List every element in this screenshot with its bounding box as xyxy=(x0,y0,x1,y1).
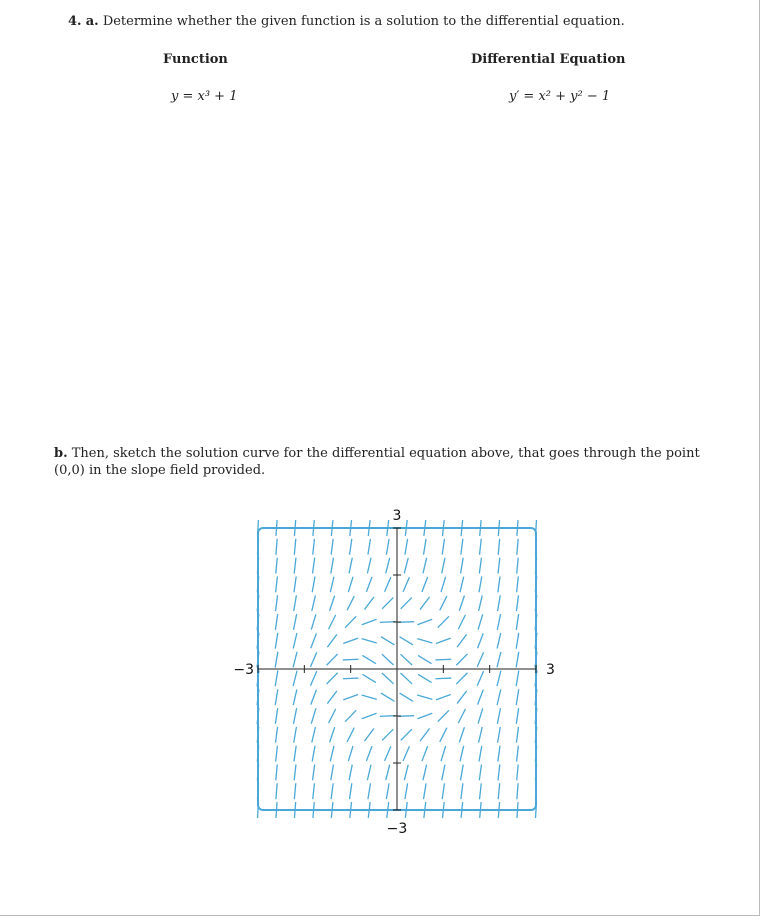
slope-segment xyxy=(457,634,467,647)
slope-segment xyxy=(382,654,394,665)
question-b xyxy=(54,445,714,479)
slope-segment xyxy=(458,615,465,629)
slope-segment xyxy=(498,802,499,818)
slope-segment xyxy=(517,746,519,762)
slope-segment xyxy=(343,678,359,679)
slope-segment xyxy=(440,596,447,610)
slope-segment xyxy=(536,520,537,536)
slope-segment xyxy=(461,520,463,536)
slope-segment xyxy=(516,595,518,611)
slope-segment xyxy=(420,728,430,741)
slope-segment xyxy=(276,783,277,799)
slope-segment xyxy=(327,673,338,684)
slope-segment xyxy=(381,693,395,701)
slope-segment xyxy=(364,597,374,610)
slope-segment xyxy=(294,783,295,799)
slope-segment xyxy=(293,689,297,705)
slope-segment xyxy=(403,746,409,761)
slope-segment xyxy=(401,598,412,609)
slope-segment xyxy=(516,633,519,649)
slope-segment xyxy=(422,746,428,761)
slope-segment xyxy=(331,558,334,574)
slope-segment xyxy=(362,674,376,682)
axes xyxy=(258,528,536,810)
y-min-label: −3 xyxy=(386,821,408,837)
slope-segment xyxy=(442,783,444,799)
slope-segment xyxy=(418,674,432,682)
slope-segment xyxy=(327,691,337,704)
slope-segment xyxy=(386,765,390,780)
slope-segment xyxy=(343,694,358,699)
slope-segment xyxy=(424,783,427,799)
slope-segment xyxy=(293,671,297,686)
slope-segment xyxy=(294,764,296,780)
slope-segment xyxy=(440,728,447,742)
slope-segment xyxy=(329,615,336,629)
slope-segment xyxy=(312,595,316,611)
question-number: 4. xyxy=(68,14,82,29)
slope-segment xyxy=(329,709,336,723)
slope-segment xyxy=(276,576,278,592)
slope-segment xyxy=(516,689,519,705)
slope-segment xyxy=(517,802,518,818)
slope-segment xyxy=(516,708,518,724)
slope-segment xyxy=(275,671,278,687)
slope-segment xyxy=(310,671,316,686)
slope-segment xyxy=(276,520,277,536)
slope-segment xyxy=(385,577,391,592)
slope-segment xyxy=(386,558,390,573)
slope-segment xyxy=(367,558,371,574)
slope-segment xyxy=(400,693,414,701)
slope-segment xyxy=(456,673,467,684)
slope-segment xyxy=(479,558,481,574)
slope-segment xyxy=(459,596,464,611)
slope-segment xyxy=(423,765,427,781)
slope-segment xyxy=(294,576,296,592)
slope-segment xyxy=(366,577,372,592)
slope-segment xyxy=(311,633,317,648)
slope-segment xyxy=(386,783,389,799)
slope-segment xyxy=(276,558,277,574)
slope-segment xyxy=(293,652,297,667)
slope-segment xyxy=(381,637,395,645)
slope-segment xyxy=(312,746,315,762)
slope-segment xyxy=(362,619,377,624)
slope-segment xyxy=(330,746,334,762)
slope-segment xyxy=(276,746,278,762)
slope-segment xyxy=(276,539,277,555)
slope-segment xyxy=(438,616,449,627)
slope-segment xyxy=(479,746,482,762)
slope-segment xyxy=(479,577,482,593)
slope-segment xyxy=(417,639,432,643)
slope-segment xyxy=(498,727,501,743)
slope-segment xyxy=(348,746,353,761)
differential-equation-expression: y′ = x² + y² − 1 xyxy=(509,89,611,104)
part-b-prompt: Then, sketch the solution curve for the differential equation above, that goes through the point (0,0) in the slope field provided. xyxy=(54,446,700,478)
slope-segment xyxy=(331,783,333,799)
slope-segment xyxy=(477,652,483,667)
slope-segment xyxy=(294,520,295,536)
slope-segment xyxy=(347,596,354,610)
slope-segment xyxy=(480,783,482,799)
slope-segment xyxy=(293,614,296,630)
slope-segment xyxy=(404,765,408,780)
slope-segment xyxy=(461,783,463,799)
slope-segment xyxy=(405,539,408,555)
slope-segment xyxy=(276,764,277,780)
slope-segment xyxy=(457,691,467,704)
slope-segment xyxy=(362,639,377,643)
slope-segment xyxy=(331,765,334,781)
slope-segment xyxy=(368,783,371,799)
slope-segment xyxy=(479,764,481,780)
slope-segment xyxy=(460,746,464,762)
slope-segment xyxy=(442,520,444,536)
slope-segment xyxy=(441,577,446,592)
slope-segment xyxy=(275,614,277,630)
slope-segment xyxy=(294,727,297,743)
slope-segment xyxy=(517,539,518,555)
slope-segment xyxy=(477,671,483,686)
slope-segment xyxy=(331,539,333,555)
slope-segment xyxy=(382,729,393,740)
slope-segment xyxy=(275,633,278,649)
slope-segment xyxy=(294,595,297,611)
slope-segment xyxy=(458,709,465,723)
slope-segment xyxy=(441,746,446,761)
slope-segment xyxy=(313,802,314,818)
slope-segment xyxy=(498,783,499,799)
slope-segment xyxy=(362,655,376,663)
slope-segment xyxy=(313,520,314,536)
part-a-prompt: Determine whether the given function is a solution to the differential equation. xyxy=(102,14,625,29)
slope-segment xyxy=(435,659,451,660)
slope-segment xyxy=(438,710,449,721)
slope-segment xyxy=(330,596,335,611)
slope-segment xyxy=(517,764,518,780)
slope-segment xyxy=(497,652,501,667)
slope-segment xyxy=(498,558,500,574)
slope-segment xyxy=(420,597,430,610)
slope-segment xyxy=(480,802,481,818)
slope-segment xyxy=(385,746,391,761)
slope-segment xyxy=(294,539,295,555)
slope-segment xyxy=(479,727,483,743)
slope-segment xyxy=(350,520,352,536)
slope-segment xyxy=(461,802,463,818)
slope-segment xyxy=(478,708,483,723)
slope-segment xyxy=(331,520,333,536)
question-a xyxy=(68,14,625,29)
slope-segment xyxy=(422,577,428,592)
slope-segment xyxy=(478,633,484,648)
slope-segment xyxy=(345,710,356,721)
slope-segment xyxy=(331,802,333,818)
slope-segment xyxy=(498,576,500,592)
slope-segment xyxy=(442,765,445,781)
slope-segment xyxy=(349,558,352,574)
part-b-label: b. xyxy=(54,446,68,461)
slope-segment xyxy=(276,595,278,611)
slope-segment xyxy=(536,802,537,818)
slope-segment xyxy=(435,678,451,679)
slope-segment xyxy=(310,652,316,667)
slope-segment xyxy=(276,727,278,743)
slope-segment xyxy=(293,633,297,649)
slope-segment xyxy=(362,695,377,699)
slope-segment xyxy=(382,673,394,684)
slope-segment xyxy=(442,558,445,574)
slope-segment xyxy=(350,539,352,555)
slope-segment xyxy=(517,783,518,799)
slope-segment xyxy=(480,520,481,536)
slope-segment xyxy=(417,713,432,718)
slope-segment xyxy=(478,614,483,629)
function-expression: y = x³ + 1 xyxy=(171,89,238,104)
slope-segment xyxy=(479,595,483,611)
slope-segment xyxy=(348,577,353,592)
slope-segment xyxy=(516,727,518,743)
slope-segment xyxy=(424,539,427,555)
slope-segment xyxy=(350,783,352,799)
slope-segment xyxy=(442,539,444,555)
slope-segment xyxy=(423,558,427,574)
slope-segment xyxy=(417,695,432,699)
slope-segment xyxy=(460,577,464,593)
slope-segment xyxy=(498,746,500,762)
slope-segment xyxy=(456,654,467,665)
slope-segment xyxy=(497,708,500,724)
slope-segment xyxy=(327,654,338,665)
slope-segment xyxy=(401,729,412,740)
slope-segment xyxy=(367,765,371,781)
slope-segment xyxy=(349,765,352,781)
slope-segment xyxy=(294,746,296,762)
slope-segment xyxy=(418,655,432,663)
slope-segment xyxy=(366,746,372,761)
slope-segment xyxy=(311,614,316,629)
slope-segment xyxy=(276,802,277,818)
slope-segment xyxy=(400,673,412,684)
slope-segment xyxy=(436,694,451,699)
function-header: Function xyxy=(163,52,228,67)
differential-equation-header: Differential Equation xyxy=(471,52,626,67)
slope-segment xyxy=(347,728,354,742)
slope-segment xyxy=(330,577,334,593)
part-a-label: a. xyxy=(85,14,99,29)
slope-segment xyxy=(461,765,464,781)
slope-segment xyxy=(516,652,519,668)
y-max-label: 3 xyxy=(392,508,402,524)
slope-segment xyxy=(480,539,482,555)
slope-segment xyxy=(516,671,519,687)
slope-segment xyxy=(364,728,374,741)
slope-segment xyxy=(275,708,277,724)
slope-segment xyxy=(417,619,432,624)
slope-segment xyxy=(497,614,500,630)
slope-segment xyxy=(311,708,316,723)
slope-segment xyxy=(312,727,316,743)
slope-segment xyxy=(368,539,371,555)
slope-segment xyxy=(294,558,296,574)
slope-segment xyxy=(497,671,501,686)
slope-segment xyxy=(312,577,315,593)
slope-segment xyxy=(517,520,518,536)
slope-segment xyxy=(330,727,335,742)
slope-segment xyxy=(275,689,278,705)
slope-segment xyxy=(293,708,296,724)
slope-segment xyxy=(404,558,408,573)
slope-segment xyxy=(517,558,518,574)
slope-field-plot xyxy=(220,500,560,850)
slope-segment xyxy=(436,638,451,643)
slope-segment xyxy=(461,558,464,574)
slope-segment xyxy=(258,802,259,818)
slope-segment xyxy=(400,654,412,665)
slope-segment xyxy=(516,614,518,630)
slope-segment xyxy=(312,558,314,574)
slope-segment xyxy=(461,539,463,555)
slope-segment xyxy=(312,764,314,780)
slope-segment xyxy=(403,577,409,592)
slope-segment xyxy=(459,727,464,742)
slope-segment xyxy=(350,802,352,818)
slope-segment xyxy=(345,616,356,627)
slope-segment xyxy=(498,764,500,780)
slope-segment xyxy=(258,520,259,536)
slope-segment xyxy=(382,598,393,609)
slope-segment xyxy=(442,802,444,818)
slope-segment xyxy=(497,689,501,705)
slope-segment xyxy=(275,652,278,668)
slope-segment xyxy=(327,634,337,647)
slope-segment xyxy=(497,633,501,649)
slope-segment xyxy=(343,659,359,660)
slope-segment xyxy=(498,595,501,611)
slope-segment xyxy=(294,802,295,818)
slope-segment xyxy=(517,576,519,592)
slope-segment xyxy=(498,520,499,536)
slope-segment xyxy=(386,539,389,555)
slope-segment xyxy=(405,783,408,799)
slope-segment xyxy=(313,539,315,555)
slope-segment xyxy=(400,637,414,645)
slope-segment xyxy=(343,638,358,643)
x-max-label: 3 xyxy=(546,662,555,678)
slope-segment xyxy=(498,539,499,555)
slope-segment xyxy=(478,690,484,705)
slope-segment xyxy=(313,783,315,799)
slope-segment xyxy=(311,690,317,705)
slope-segment xyxy=(362,713,377,718)
x-min-label: −3 xyxy=(233,662,254,678)
